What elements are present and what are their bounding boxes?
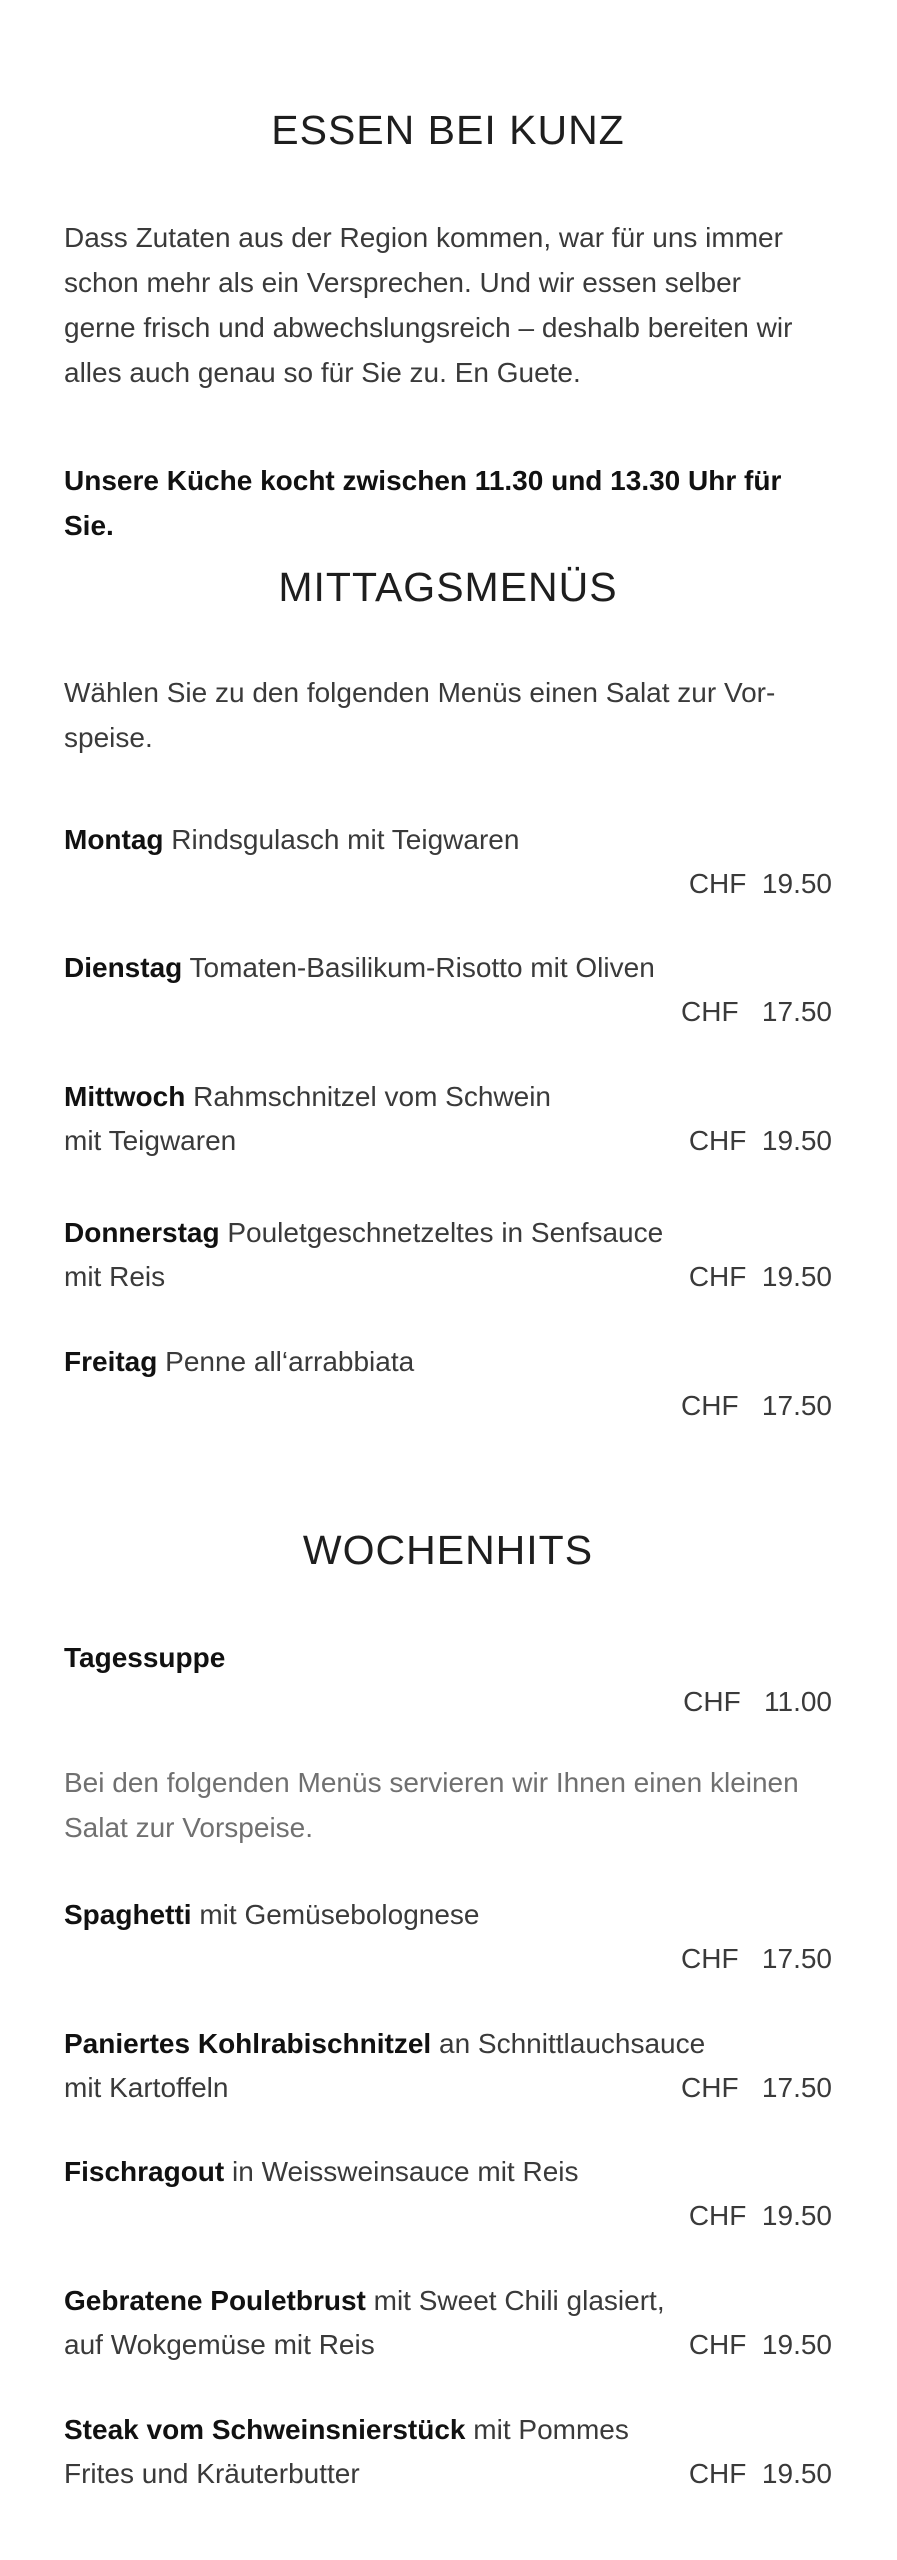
menu-item-spaghetti <box>64 1893 832 1981</box>
item-day: Mittwoch <box>64 1081 186 1112</box>
item-dish: in Weissweinsauce mit Reis <box>224 2156 579 2187</box>
menu-item-tagessuppe <box>64 1636 832 1724</box>
item-day: Montag <box>64 824 164 855</box>
item-dish: mit Gemüsebolognese <box>191 1899 480 1930</box>
essen-intro-line: schon mehr als ein Versprechen. Und wir essen selber <box>64 267 742 298</box>
essen-heading: ESSEN BEI KUNZ <box>271 107 625 153</box>
item-dish: an Schnittlauchsauce <box>431 2028 706 2059</box>
item-price: CHF 19.50 <box>688 1125 832 1156</box>
item-dish: mit Pommes <box>465 2414 629 2445</box>
kitchen-hours: Unsere Küche kocht zwischen 11.30 und 13.30 Uhr für Sie. <box>64 465 782 541</box>
item-name: Fischragout <box>64 2156 225 2187</box>
item-dish-line2: mit Reis <box>64 1261 166 1292</box>
mittag-intro-line: Wählen Sie zu den folgenden Menüs einen Salat zur Vor- <box>64 677 776 708</box>
item-dish: Rindsgulasch mit Teigwaren <box>163 824 520 855</box>
item-price: CHF 19.50 <box>688 2329 832 2360</box>
essen-intro <box>64 215 832 395</box>
item-name: Steak vom Schweinsnierstück <box>64 2414 466 2445</box>
item-price: CHF 19.50 <box>688 1261 832 1292</box>
menu-item-fischragout <box>64 2150 832 2238</box>
wochen-note <box>64 1760 832 1850</box>
item-dish: Pouletgeschnetzeltes in Senfsauce <box>219 1217 664 1248</box>
item-day: Dienstag <box>64 952 183 983</box>
item-day: Freitag <box>64 1346 158 1377</box>
wochen-note-line: Salat zur Vorspeise. <box>64 1812 314 1843</box>
menu-item-donnerstag <box>64 1211 832 1299</box>
item-price: CHF 17.50 <box>681 1390 832 1421</box>
item-dish-line2: Frites und Kräuterbutter <box>64 2458 360 2489</box>
item-dish-line2: mit Kartoffeln <box>64 2072 229 2103</box>
menu-item-kohlrabischnitzel <box>64 2022 832 2110</box>
mittag-intro <box>64 670 832 760</box>
item-name: Tagessuppe <box>64 1642 226 1673</box>
item-dish-line2: mit Teigwaren <box>64 1125 237 1156</box>
mittag-heading: MITTAGSMENÜS <box>278 564 618 610</box>
item-price: CHF 19.50 <box>688 2458 832 2489</box>
menu-item-schweinssteak <box>64 2408 832 2496</box>
menu-item-dienstag <box>64 946 832 1034</box>
item-price: CHF 17.50 <box>681 2072 832 2103</box>
essen-intro-line: gerne frisch und abwechslungsreich – deshalb bereiten wir <box>64 312 793 343</box>
mittag-intro-line: speise. <box>64 722 153 753</box>
essen-intro-line: Dass Zutaten aus der Region kommen, war für uns immer <box>64 222 783 253</box>
wochen-heading: WOCHENHITS <box>302 1527 594 1573</box>
essen-intro-line: alles auch genau so für Sie zu. En Guete. <box>64 357 581 388</box>
item-dish: Tomaten-Basilikum-Risotto mit Oliven <box>182 952 655 983</box>
item-name: Spaghetti <box>64 1899 192 1930</box>
item-dish: mit Sweet Chili glasiert, <box>365 2285 665 2316</box>
item-price: CHF 17.50 <box>681 1943 832 1974</box>
item-day: Donnerstag <box>64 1217 220 1248</box>
item-dish: Rahmschnitzel vom Schwein <box>185 1081 552 1112</box>
item-price: CHF 19.50 <box>688 868 832 899</box>
item-dish: Penne all‘arrabbiata <box>157 1346 415 1377</box>
item-name: Gebratene Pouletbrust <box>64 2285 366 2316</box>
item-name: Paniertes Kohlrabischnitzel <box>64 2028 432 2059</box>
menu-item-montag <box>64 818 832 906</box>
wochen-note-line: Bei den folgenden Menüs servieren wir Ihnen einen kleinen <box>64 1767 799 1798</box>
item-price: CHF 11.00 <box>683 1686 832 1717</box>
menu-item-mittwoch <box>64 1075 832 1163</box>
item-price: CHF 19.50 <box>688 2200 832 2231</box>
menu-item-freitag <box>64 1340 832 1428</box>
item-price: CHF 17.50 <box>681 996 832 1027</box>
menu-item-pouletbrust <box>64 2279 832 2367</box>
item-dish-line2: auf Wokgemüse mit Reis <box>64 2329 375 2360</box>
